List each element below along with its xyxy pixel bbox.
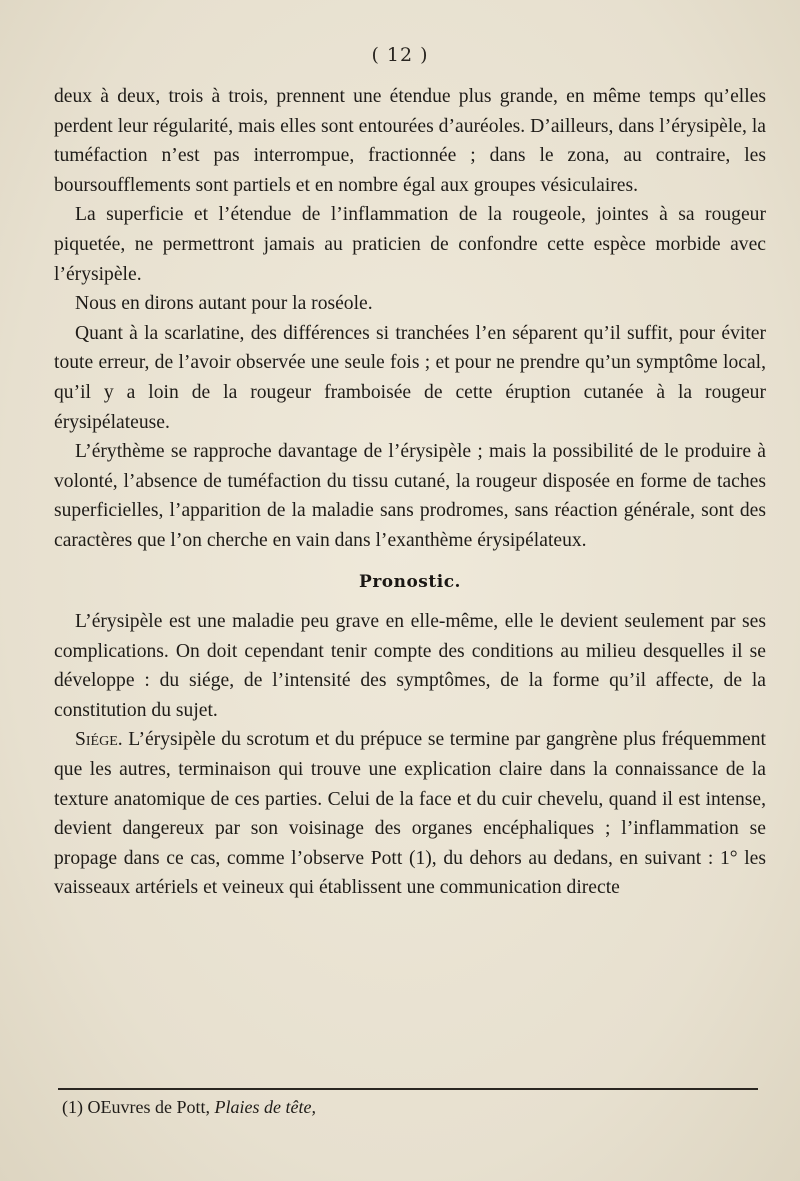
body-text xyxy=(54,82,766,903)
paragraph-zona: deux à deux, trois à trois, prennent une étendue plus grande, en même temps qu’elles perdent leur régularité, mais elles sont entourées d’auréoles. D’ailleurs, dans l’érysipèle, la tuméfaction n’est pas interrompue, fractionnée ; dans le zona, au contraire, les boursoufflements sont partiels et en nombre égal aux groupes vésiculaires. xyxy=(54,86,766,196)
footnote xyxy=(62,1097,762,1118)
siege-text: L’érysipèle du scrotum et du prépuce se termine par gangrène plus fréquemment que les autres, terminaison qui trouve une explication claire dans la connaissance de la texture anatomique de ces parties. Celui de la face et du cuir chevelu, quand il est intense, devient dangereux par son voisinage des organes encéphaliques ; l’inflammation se propage dans ce cas, comme l’observe Pott (1), du dehors au dedans, en suivant : 1° les vaisseaux artériels et veineux qui établissent une communication directe xyxy=(54,729,766,899)
section-heading-pronostic: Pronostic. xyxy=(359,571,461,592)
paragraph-roseole: Nous en dirons autant pour la roséole. xyxy=(75,293,373,315)
footnote-title: Plaies de tête, xyxy=(214,1097,316,1117)
paragraph-erytheme: L’érythème se rapproche davantage de l’érysipèle ; mais la possibilité de le produire à volonté, l’absence de tuméfaction du tissu cutané, la rougeur disposée en forme de taches superficielles, l’apparition de la maladie sans prodromes, sans réaction générale, sont des caractères que l’on cherche en vain dans l’exanthème érysipélateux. xyxy=(54,441,766,551)
paragraph-siege xyxy=(54,725,766,903)
paragraph-pronostic: L’érysipèle est une maladie peu grave en elle-même, elle le devient seulement par ses complications. On doit cependant tenir compte des conditions au milieu desquelles il se développe : du siége, de l’intensité des symptômes, de la forme qu’il affecte, de la constitution du sujet. xyxy=(54,611,766,721)
siege-label: Siége. xyxy=(75,729,123,751)
paragraph-rougeole: La superficie et l’étendue de l’inflammation de la rougeole, jointes à sa rougeur piquetée, ne permettront jamais au praticien de confondre cette espèce morbide avec l’érysipèle. xyxy=(54,204,766,285)
paragraph-scarlatine: Quant à la scarlatine, des différences si tranchées l’en séparent qu’il suffit, pour éviter toute erreur, de l’avoir observée une seule fois ; et pour ne prendre qu’un symptôme local, qu’il y a loin de la rougeur framboisée de cette éruption cutanée à la rougeur érysipélateuse. xyxy=(54,322,766,433)
footnote-rule xyxy=(58,1088,758,1090)
page-number: ( 12 ) xyxy=(371,44,429,66)
footnote-marker: (1) OEuvres de Pott, xyxy=(62,1097,210,1117)
